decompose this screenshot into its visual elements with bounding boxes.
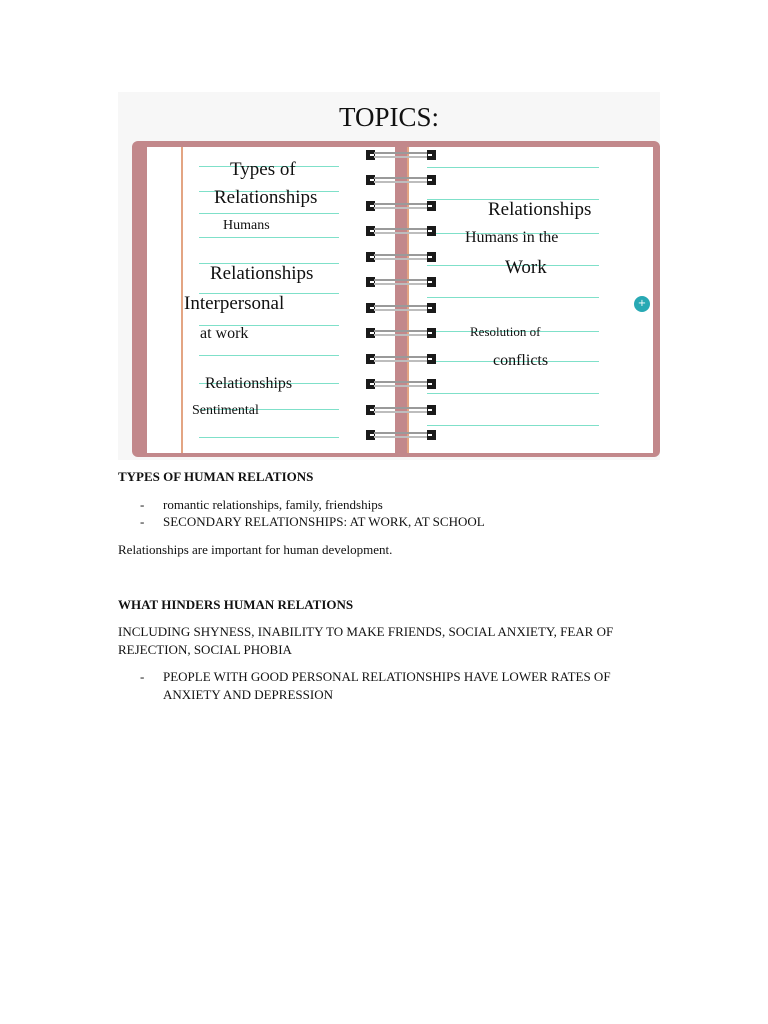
topic-humans-in-the: Humans in the xyxy=(465,229,559,246)
spiral-ring xyxy=(366,149,436,161)
notebook xyxy=(132,141,660,457)
topic-interpersonal: Interpersonal xyxy=(184,293,285,314)
rule-line xyxy=(427,297,599,298)
list-item xyxy=(140,668,640,704)
topic-relationships: Relationships xyxy=(210,263,314,284)
rule-line xyxy=(427,167,599,168)
importance-paragraph: Relationships are important for human development. xyxy=(118,542,393,557)
cursor-plus-icon: + xyxy=(634,296,650,312)
bullet-text: romantic relationships, family, friendships xyxy=(163,497,383,512)
rule-line xyxy=(199,437,339,438)
rule-line xyxy=(427,425,599,426)
bullet-dash: - xyxy=(140,514,145,529)
topics-figure xyxy=(118,92,660,460)
bullet-text: PEOPLE WITH GOOD PERSONAL RELATIONSHIPS HAVE LOWER RATES OF ANXIETY AND DEPRESSION xyxy=(163,669,611,702)
rule-line xyxy=(199,237,339,238)
spiral-ring xyxy=(366,251,436,263)
bullet-dash: - xyxy=(140,497,145,512)
spiral-ring xyxy=(366,276,436,288)
spiral-ring xyxy=(366,327,436,339)
topic-resolution-of: Resolution of xyxy=(470,324,541,339)
topic-conflicts: conflicts xyxy=(493,352,549,369)
left-margin-line xyxy=(181,147,183,453)
spiral-ring xyxy=(366,302,436,314)
rule-line xyxy=(199,213,339,214)
spiral-ring xyxy=(366,200,436,212)
topic-humans: Humans xyxy=(223,218,270,233)
bullet-dash: - xyxy=(140,669,145,684)
spiral-ring xyxy=(366,225,436,237)
notebook-right-page xyxy=(407,147,653,453)
topic-at-work: at work xyxy=(200,325,249,342)
topic-relationships: Relationships xyxy=(205,375,293,392)
rule-line xyxy=(427,393,599,394)
list-item xyxy=(140,496,660,514)
spiral-ring xyxy=(366,404,436,416)
figure-title: TOPICS: xyxy=(338,102,440,132)
hinders-paragraph: INCLUDING SHYNESS, INABILITY TO MAKE FRIENDS, SOCIAL ANXIETY, FEAR OF REJECTION, SOCIAL PHOBIA xyxy=(118,624,614,657)
spiral-ring xyxy=(366,353,436,365)
spiral-ring xyxy=(366,378,436,390)
topic-relationships: Relationships xyxy=(214,187,318,208)
spiral-ring xyxy=(366,174,436,186)
topic-work: Work xyxy=(505,257,547,278)
topic-types-of: Types of xyxy=(230,159,296,180)
topic-sentimental: Sentimental xyxy=(192,403,259,418)
bullet-text: SECONDARY RELATIONSHIPS: AT WORK, AT SCHOOL xyxy=(163,514,485,529)
spiral-ring xyxy=(366,429,436,441)
list-item xyxy=(140,513,660,531)
rule-line xyxy=(199,355,339,356)
types-heading: TYPES OF HUMAN RELATIONS xyxy=(118,469,314,484)
topic-relationships-right: Relationships xyxy=(488,199,592,220)
hinders-heading: WHAT HINDERS HUMAN RELATIONS xyxy=(118,597,354,612)
